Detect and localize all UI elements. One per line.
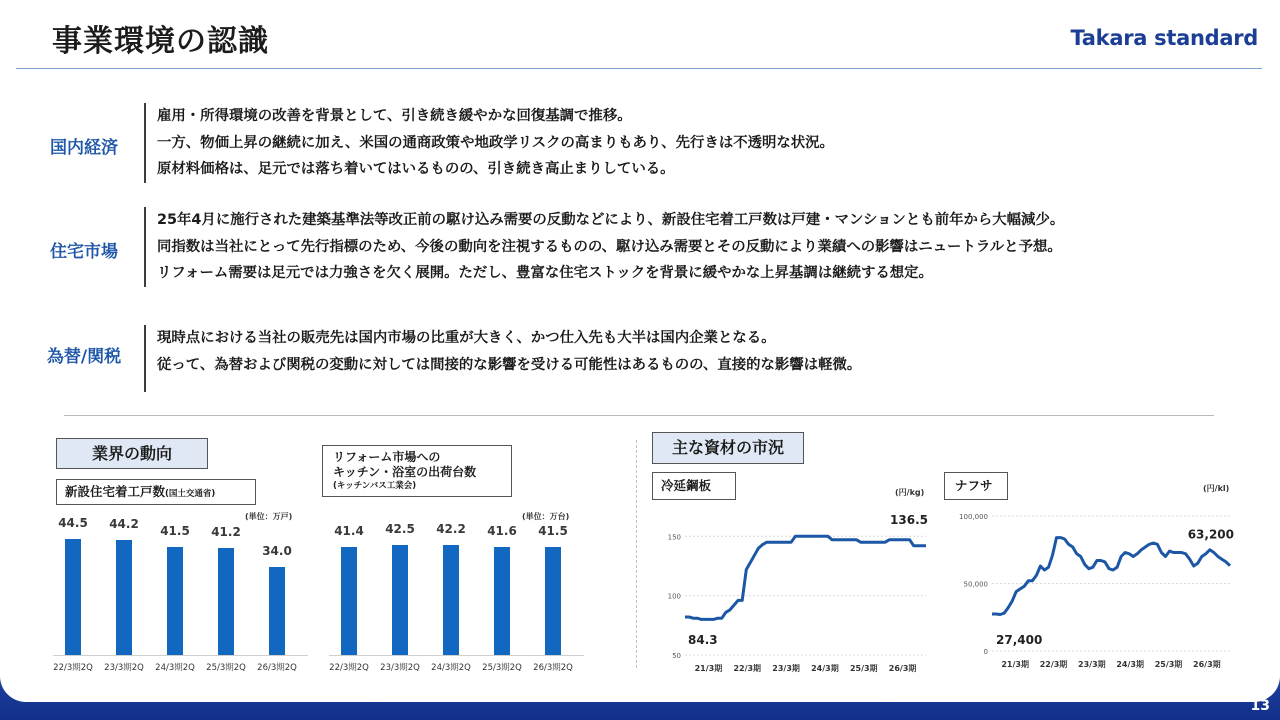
end-value-label: 136.5 (890, 512, 928, 527)
chart-baseline (329, 655, 584, 656)
text-line: 原材料価格は、足元では落ち着いてはいるものの、引き続き高止まりしている。 (157, 161, 675, 177)
bar-value-label: 41.5 (160, 524, 190, 539)
x-tick-label: 24/3期 (811, 664, 839, 673)
bar-value-label: 44.5 (58, 516, 88, 531)
bar (116, 540, 132, 655)
section-divider (144, 325, 146, 392)
header-divider (16, 68, 1262, 69)
industry-trends-heading: 業界の動向 (56, 438, 208, 469)
category-label: 26/3期2Q (533, 663, 573, 673)
bar (545, 547, 561, 655)
bar (269, 567, 285, 655)
bar-value-label: 42.5 (385, 521, 415, 536)
text-line: 従って、為替および関税の変動に対しては間接的な影響を受ける可能性はあるものの、直接的な影響は軽微。 (157, 356, 862, 373)
bar (494, 547, 510, 655)
x-tick-label: 26/3期 (1193, 660, 1221, 669)
bar-value-label: 41.2 (211, 524, 241, 539)
x-tick-label: 21/3期 (1001, 660, 1029, 669)
price-line (685, 536, 926, 619)
bar (392, 545, 408, 656)
text-line: 25年4月に施行された建築基準法等改正前の駆け込み需要の反動などにより、新設住宅着工戸数は戸建・マンションとも前年から大幅減少。 (157, 212, 1065, 228)
bar (443, 545, 459, 655)
category-label: 23/3期2Q (380, 663, 420, 673)
company-logo: Takara standard (1070, 26, 1258, 50)
kitchen-bath-chart-title (322, 445, 512, 497)
section-separator (64, 415, 1214, 416)
section-label-fx-tariff: 為替/関税 (46, 347, 122, 367)
bar-value-label: 44.2 (109, 517, 139, 532)
x-tick-label: 23/3期 (1078, 660, 1106, 669)
chart-unit-label: (円/kg) (895, 488, 925, 497)
bar (218, 548, 234, 655)
end-value-label: 63,200 (1187, 527, 1234, 542)
x-tick-label: 25/3期 (1154, 660, 1183, 669)
category-label: 24/3期2Q (155, 663, 195, 673)
chart-source: (国土交通省) (165, 489, 216, 499)
bar (65, 539, 81, 655)
y-tick-label: 150 (667, 533, 681, 542)
y-tick-label: 100 (667, 592, 681, 601)
category-label: 24/3期2Q (431, 663, 471, 673)
section-divider (144, 207, 146, 287)
chart-unit-label: (円/kl) (1203, 484, 1230, 493)
x-tick-label: 23/3期 (772, 664, 800, 673)
chart-area-divider (636, 440, 637, 668)
page-title: 事業環境の認識 (52, 24, 269, 59)
bar-value-label: 41.5 (538, 524, 568, 539)
category-label: 25/3期2Q (206, 663, 246, 673)
bar-value-label: 41.4 (334, 524, 364, 539)
bar-value-label: 41.6 (487, 523, 517, 538)
text-line: 同指数は当社にとって先行指標のため、今後の動向を注視するものの、駆け込み需要とその反動により業績への影響はニュートラルと予想。 (157, 238, 1062, 255)
category-label: 23/3期2Q (104, 663, 144, 673)
category-label: 26/3期2Q (257, 663, 297, 673)
x-tick-label: 22/3期 (1039, 660, 1068, 669)
text-line: 現時点における当社の販売先は国内市場の比重が大きく、かつ仕入先も大半は国内企業となる。 (157, 330, 776, 346)
text-line: リフォーム需要は足元では力強さを欠く展開。ただし、豊富な住宅ストックを背景に緩やかな上昇基調は継続する想定。 (157, 265, 933, 281)
y-tick-label: 100,000 (959, 513, 988, 521)
section-text-fx-tariff (157, 325, 861, 378)
x-tick-label: 21/3期 (694, 664, 723, 673)
section-divider (144, 103, 146, 183)
section-text-domestic-economy (157, 103, 834, 183)
chart-title-text: 新設住宅着工戸数 (65, 484, 166, 499)
bar-value-label: 42.2 (436, 522, 466, 537)
chart-unit-label: (単位：万台) (522, 512, 570, 521)
bar (167, 547, 183, 655)
steel-chart-title: 冷延鋼板 (652, 472, 736, 500)
price-line (992, 538, 1230, 615)
y-tick-label: 50,000 (963, 580, 988, 589)
section-label-domestic-economy: 国内経済 (50, 138, 118, 158)
category-label: 22/3期2Q (329, 663, 369, 673)
category-label: 22/3期2Q (53, 663, 93, 673)
bar-value-label: 34.0 (262, 543, 292, 558)
naphtha-chart-title: ナフサ (944, 472, 1008, 500)
naphtha-price-chart (940, 505, 1260, 675)
text-line: 一方、物価上昇の継続に加え、米国の通商政策や地政学リスクの高まりもあり、先行きは不透明な状況。 (157, 134, 834, 151)
start-value-label: 84.3 (688, 633, 718, 647)
x-tick-label: 25/3期 (849, 664, 878, 673)
y-tick-label: 50 (672, 652, 681, 660)
text-line: 雇用・所得環境の改善を背景として、引き続き緩やかな回復基調で推移。 (157, 108, 632, 124)
x-tick-label: 22/3期 (733, 664, 762, 673)
steel-price-chart (650, 505, 940, 675)
section-label-housing-market: 住宅市場 (50, 242, 118, 262)
housing-starts-chart-title (56, 479, 256, 505)
chart-unit-label: (単位：万戸) (245, 512, 293, 521)
chart-title-line: リフォーム市場への (333, 450, 441, 464)
start-value-label: 27,400 (996, 633, 1043, 648)
y-tick-label: 0 (983, 648, 988, 656)
section-text-housing-market (157, 207, 1064, 287)
x-tick-label: 26/3期 (888, 664, 917, 673)
bar (341, 547, 357, 655)
category-label: 25/3期2Q (482, 663, 522, 673)
page-number: 13 (1250, 698, 1270, 714)
chart-baseline (53, 655, 308, 656)
chart-title-line: キッチン・浴室の出荷台数 (333, 465, 477, 479)
chart-source: (キッチンバス工業会) (333, 481, 417, 491)
x-tick-label: 24/3期 (1116, 660, 1144, 669)
materials-market-heading: 主な資材の市況 (652, 432, 804, 464)
